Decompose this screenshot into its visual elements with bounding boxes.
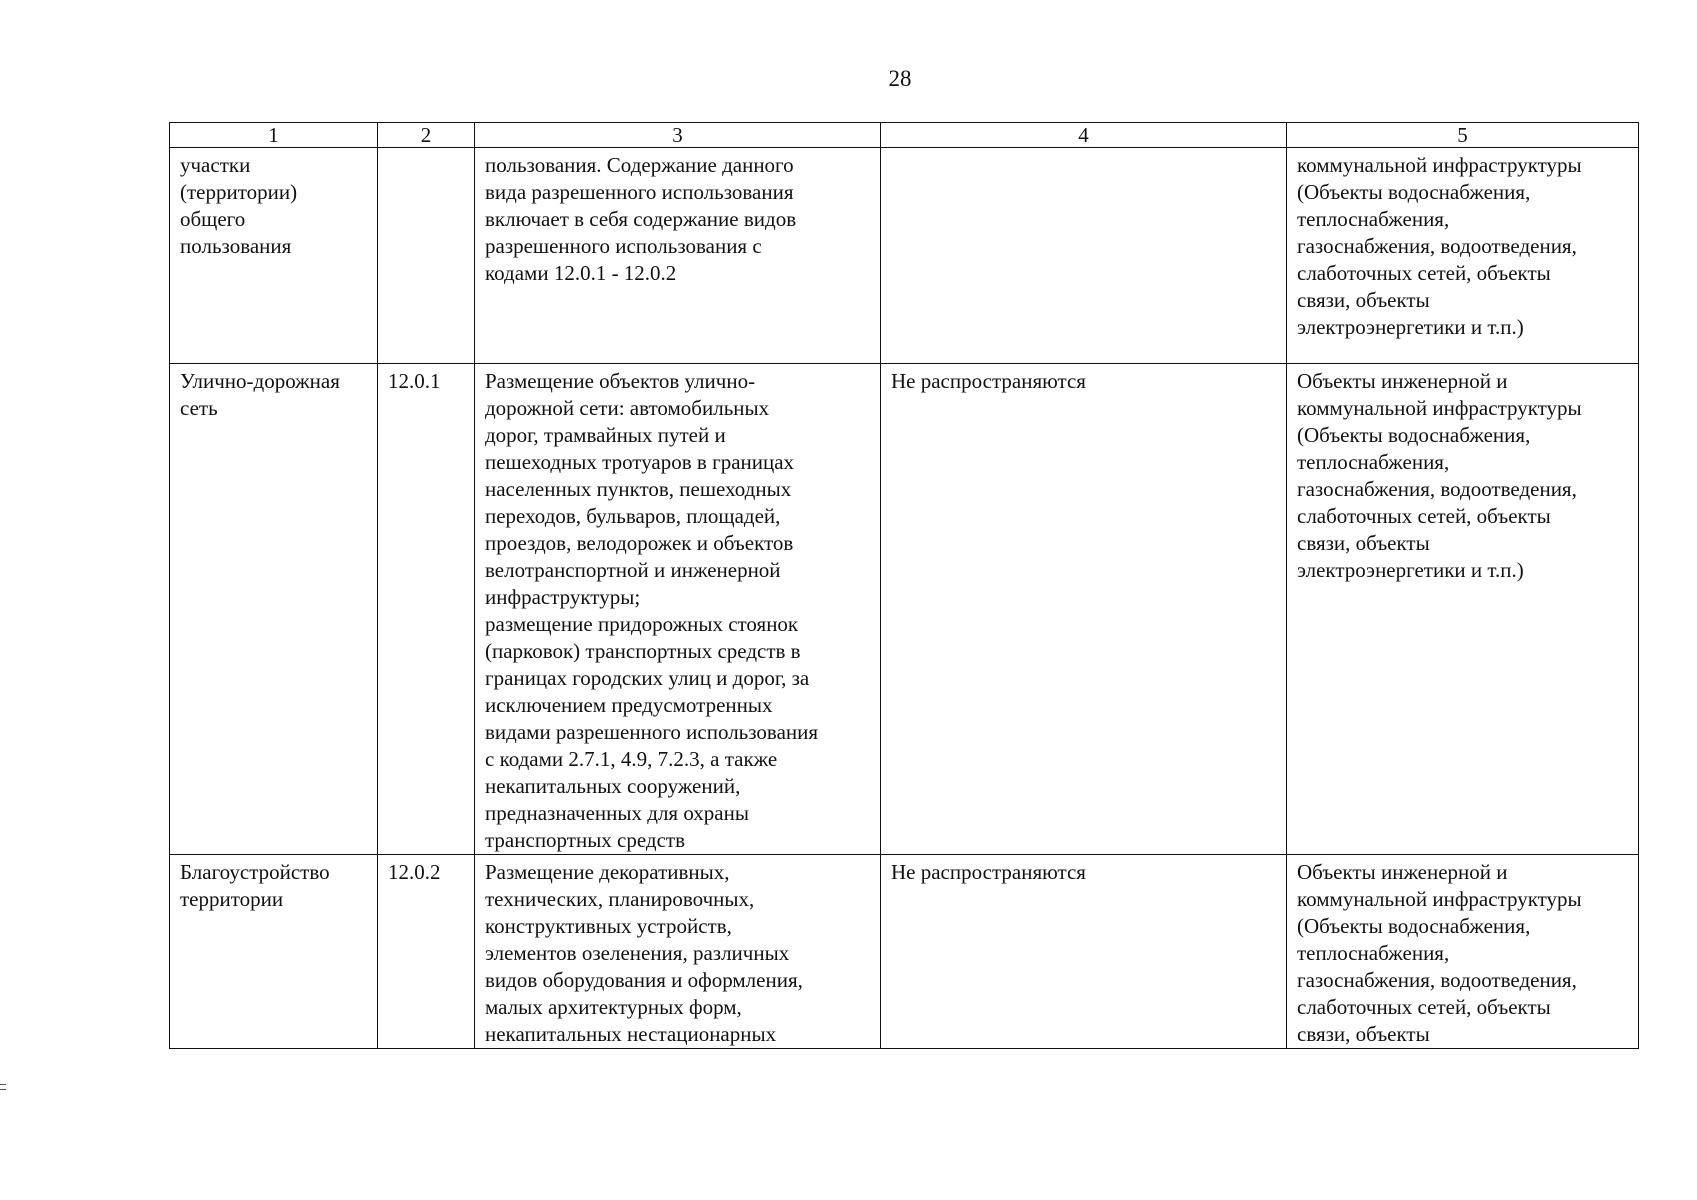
table-row [170,364,1639,855]
column-header-3: 3 [475,123,881,148]
land-use-limits-cell [881,148,1287,364]
land-use-description-cell: пользования. Содержание данного вида разрешенного использования включает в себя содержание видов разрешенного использования с кодами 12.0.1 - 12.0.2 [475,148,881,364]
land-use-table [169,122,1639,1049]
column-header-4: 4 [881,123,1287,148]
table-row [170,148,1639,364]
column-header-1: 1 [170,123,378,148]
land-use-limits-cell: Не распространяются [881,855,1287,1049]
column-header-5: 5 [1287,123,1639,148]
land-use-name-cell: Благоустройство территории [170,855,378,1049]
land-use-limits-cell: Не распространяются [881,364,1287,855]
margin-mark [0,1084,6,1090]
page-number: 28 [888,66,912,91]
table-row [170,855,1639,1049]
land-use-name-cell: Улично-дорожная сеть [170,364,378,855]
land-use-code-cell: 12.0.2 [378,855,475,1049]
auxiliary-use-cell: Объекты инженерной и коммунальной инфраструктуры (Объекты водоснабжения, теплоснабжения, газоснабжения, водоотведения, слаботочных сетей, объекты связи, объекты [1287,855,1639,1049]
column-header-2: 2 [378,123,475,148]
land-use-code-cell: 12.0.1 [378,364,475,855]
auxiliary-use-cell: коммунальной инфраструктуры (Объекты водоснабжения, теплоснабжения, газоснабжения, водоотведения, слаботочных сетей, объекты связи, объекты электроэнергетики и т.п.) [1287,148,1639,364]
land-use-description-cell: Размещение объектов улично- дорожной сети: автомобильных дорог, трамвайных путей и пешеходных тротуаров в границах населенных пунктов, пешеходных переходов, бульваров, площадей, проездов, велодорожек и объектов велотранспортной и инженерной инфраструктуры; размещение придорожных стоянок (парковок) транспортных средств в границах городских улиц и дорог, за исключением предусмотренных видами разрешенного использования с кодами 2.7.1, 4.9, 7.2.3, а также некапитальных сооружений, предназначенных для охраны транспортных средств [475,364,881,855]
table-header-row [170,123,1639,148]
auxiliary-use-cell: Объекты инженерной и коммунальной инфраструктуры (Объекты водоснабжения, теплоснабжения, газоснабжения, водоотведения, слаботочных сетей, объекты связи, объекты электроэнергетики и т.п.) [1287,364,1639,855]
land-use-name-cell: участки (территории) общего пользования [170,148,378,364]
land-use-code-cell [378,148,475,364]
land-use-description-cell: Размещение декоративных, технических, планировочных, конструктивных устройств, элементов озеленения, различных видов оборудования и оформления, малых архитектурных форм, некапитальных нестационарных [475,855,881,1049]
